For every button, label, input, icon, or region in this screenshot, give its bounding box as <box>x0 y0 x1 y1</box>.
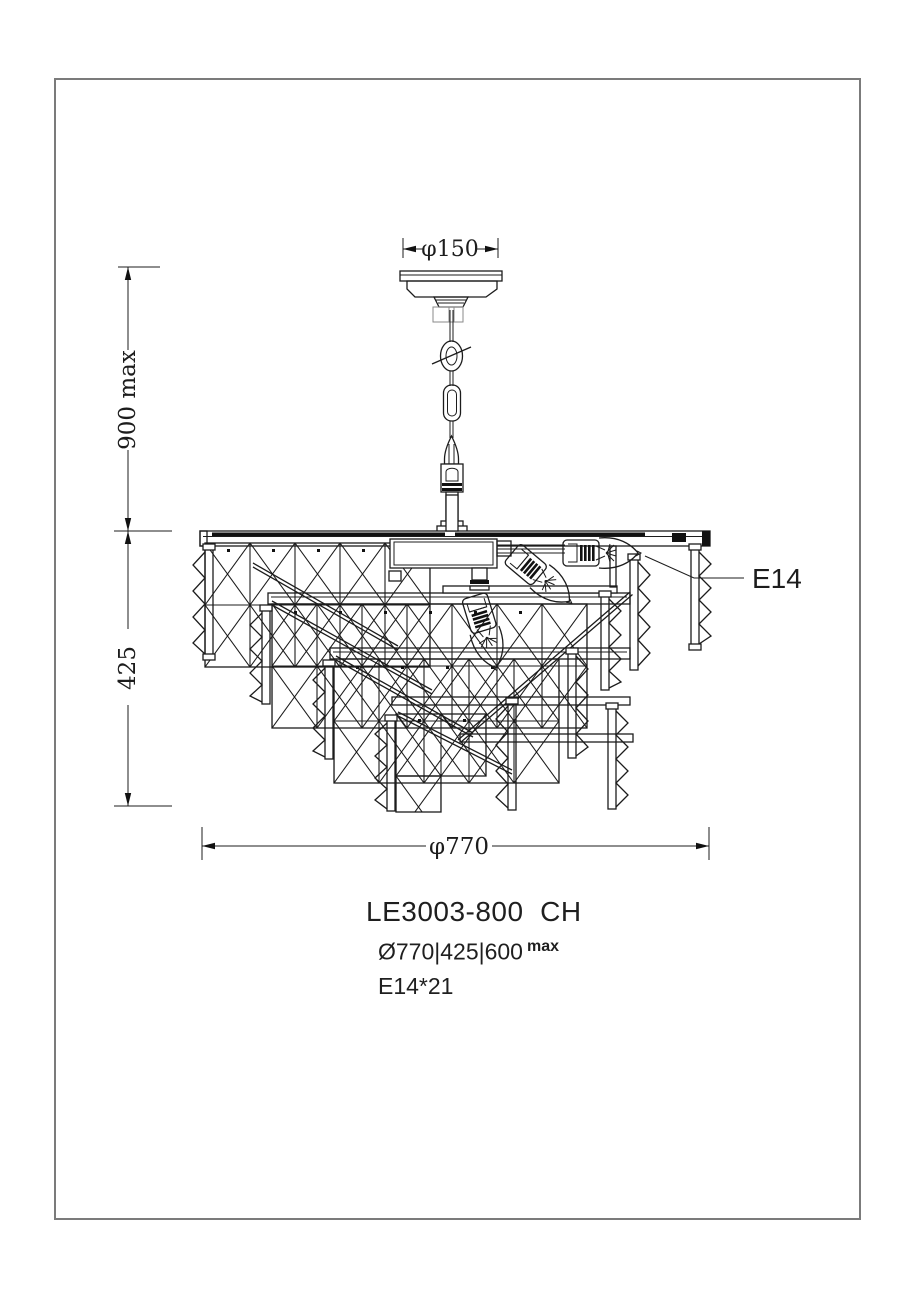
suspension-height-label: 900 max <box>115 350 141 450</box>
fixture-diameter-label: φ770 <box>428 834 490 860</box>
size-spec: Ø770|425|600 <box>378 938 523 965</box>
lamp-spec: E14*21 <box>378 972 454 999</box>
canopy-diameter-label: φ150 <box>421 237 479 262</box>
fixture-height-label: 425 <box>115 646 141 690</box>
size-spec-line <box>378 938 582 966</box>
dimension-canopy-diameter <box>403 237 498 262</box>
ceiling-canopy-drawing <box>400 271 502 322</box>
chandelier-body-drawing <box>193 495 711 812</box>
dimension-fixture-diameter <box>202 827 709 860</box>
socket-callout <box>645 556 802 594</box>
model-caption <box>366 896 582 1000</box>
socket-label: E14 <box>752 563 802 594</box>
crystal-tier-4 <box>396 714 486 776</box>
crystal-tier-5 <box>396 776 441 812</box>
dimension-fixture-height <box>114 531 172 806</box>
size-spec-max: max <box>526 938 559 955</box>
model-number: LE3003-800 CH <box>366 896 582 927</box>
dimension-suspension-height <box>115 267 160 531</box>
